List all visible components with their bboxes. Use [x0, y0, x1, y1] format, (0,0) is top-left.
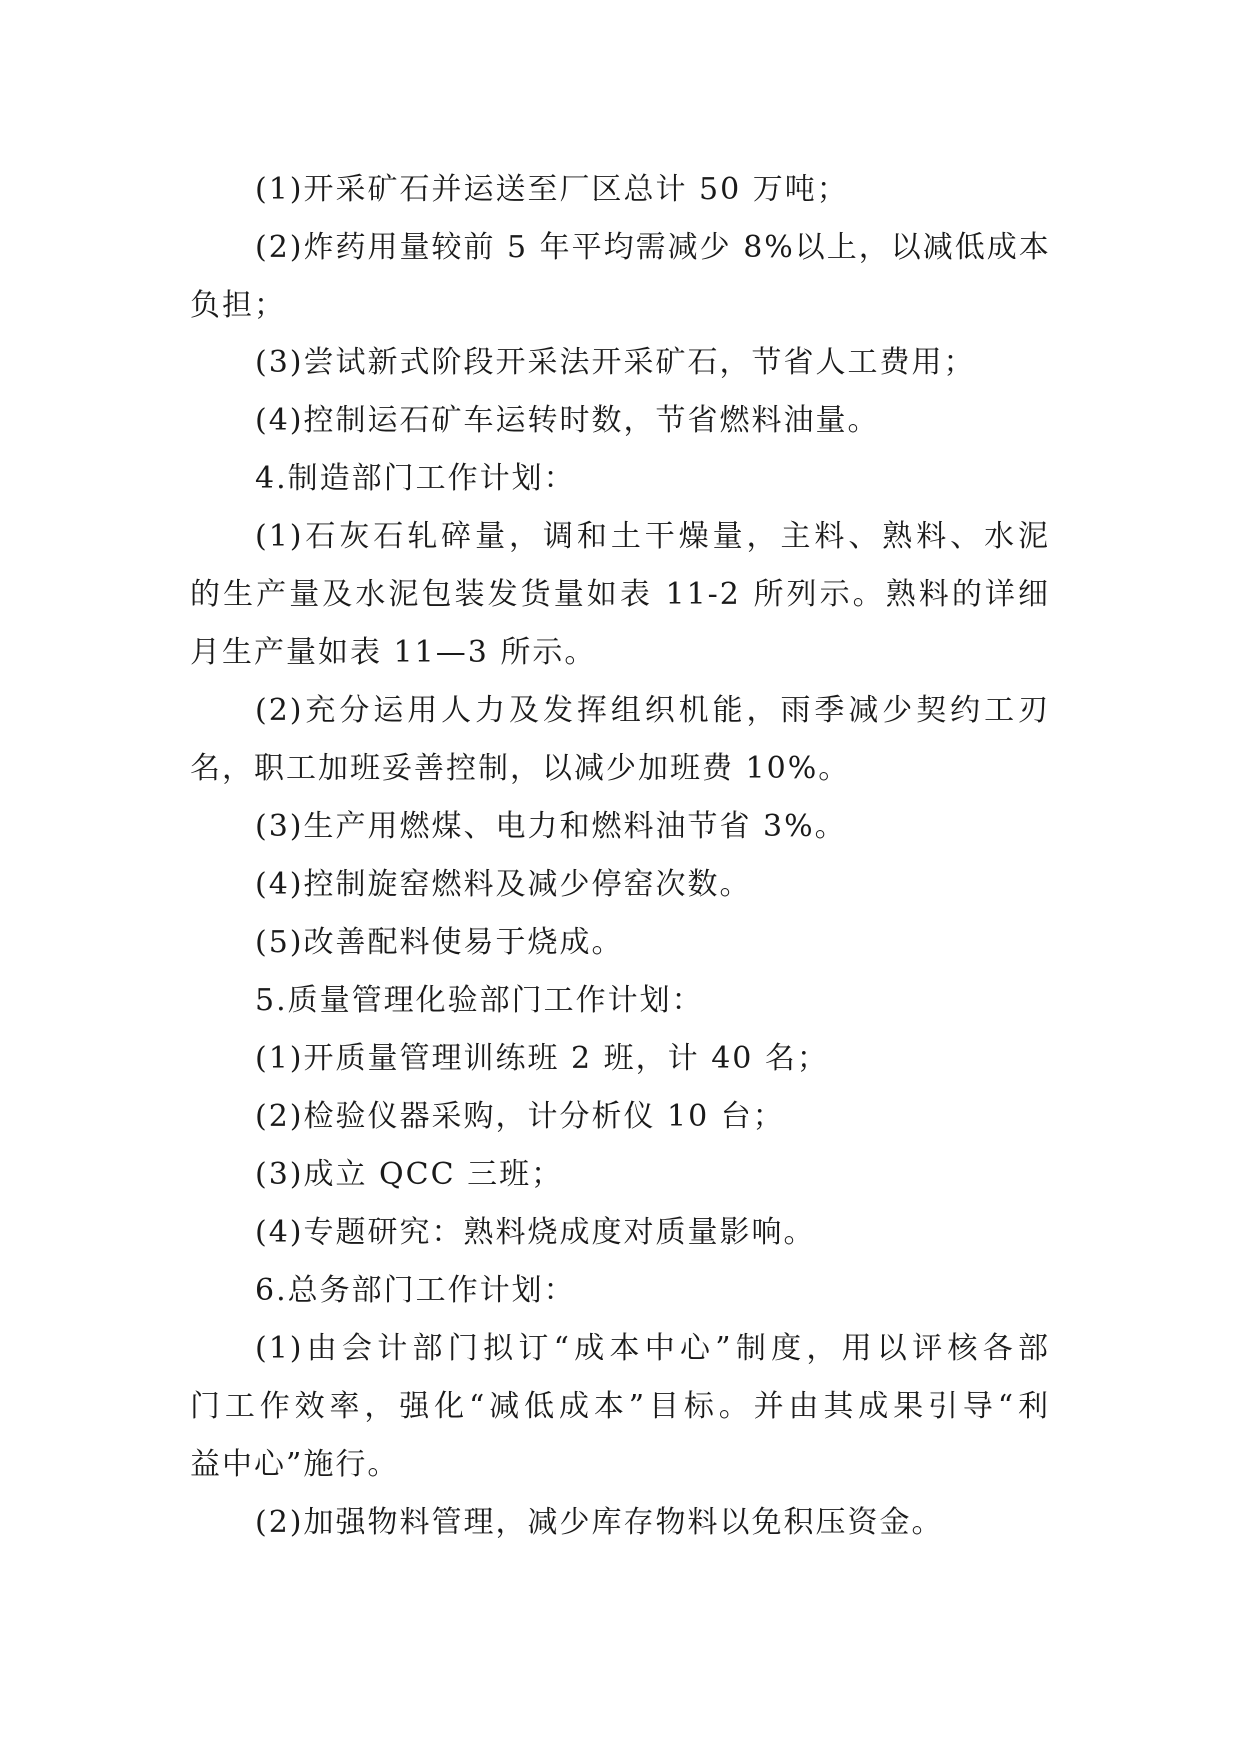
text-line: 负担；	[190, 288, 286, 323]
text-line: (2)炸药用量较前 5 年平均需减少 8%以上，以减低成本	[255, 230, 1051, 265]
text-line: 月生产量如表 11—3 所示。	[190, 635, 597, 670]
text-line: (1)石灰石轧碎量，调和土干燥量，主料、熟料、水泥	[255, 519, 1050, 554]
text-line: (3)尝试新式阶段开采法开采矿石，节省人工费用；	[255, 345, 976, 380]
text-line: (2)加强物料管理，减少库存物料以免积压资金。	[255, 1505, 944, 1540]
text-line: 益中心”施行。	[190, 1447, 400, 1482]
text-line: (3)成立 QCC 三班；	[255, 1157, 564, 1192]
text-line: 门工作效率，强化“减低成本”目标。并由其成果引导“利	[190, 1389, 1050, 1424]
text-line: (1)由会计部门拟订“成本中心”制度，用以评核各部	[255, 1331, 1050, 1366]
section-heading: 6.总务部门工作计划：	[255, 1273, 576, 1308]
text-line: (5)改善配料使易于烧成。	[255, 925, 624, 960]
text-line: 名，职工加班妥善控制，以减少加班费 10%。	[190, 751, 851, 786]
text-line: (1)开质量管理训练班 2 班，计 40 名；	[255, 1041, 829, 1076]
section-heading: 5.质量管理化验部门工作计划：	[255, 983, 704, 1018]
text-line: (2)充分运用人力及发挥组织机能，雨季减少契约工刃	[255, 693, 1050, 728]
section-heading: 4.制造部门工作计划：	[255, 461, 576, 496]
text-line: (3)生产用燃煤、电力和燃料油节省 3%。	[255, 809, 847, 844]
text-line: (4)专题研究：熟料烧成度对质量影响。	[255, 1215, 816, 1250]
text-line: (4)控制旋窑燃料及减少停窑次数。	[255, 867, 752, 902]
text-line: 的生产量及水泥包装发货量如表 11-2 所列示。熟料的详细	[190, 577, 1050, 612]
text-line: (1)开采矿石并运送至厂区总计 50 万吨；	[255, 172, 849, 207]
text-line: (4)控制运石矿车运转时数，节省燃料油量。	[255, 403, 880, 438]
text-line: (2)检验仪器采购，计分析仪 10 台；	[255, 1099, 785, 1134]
